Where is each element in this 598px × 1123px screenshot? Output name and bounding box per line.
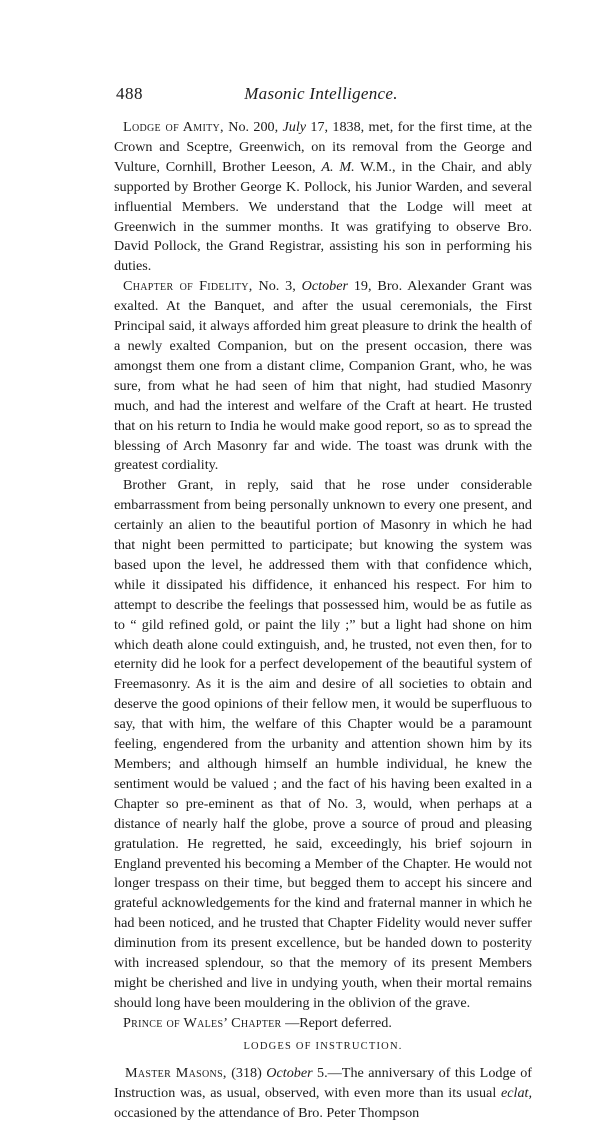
text-run: —Report deferred. xyxy=(281,1014,392,1031)
text-run: W.M., in the Chair, and ably supported by Brother George K. Pollock, his Junior Warden, and several influential Members. We understand that the Lodge will meet at Greenwich in the summer months. It was gratifying to observe Bro. David Pollock, the Grand Registrar, assisting his son in performing his duties. xyxy=(114,158,532,275)
paragraph-lodge-of-amity xyxy=(114,118,532,277)
small-caps-heading: Chapter of Fidelity, xyxy=(123,278,253,295)
paragraph-prince-of-wales-chapter xyxy=(114,1014,532,1034)
italic-text: October xyxy=(266,1064,313,1081)
paragraph-master-masons xyxy=(114,1064,532,1123)
paragraph-brother-grant-reply xyxy=(114,476,532,1013)
running-title: Masonic Intelligence. xyxy=(244,84,398,103)
italic-text: October xyxy=(301,278,348,295)
page-header xyxy=(116,84,526,108)
italic-text: A. M. xyxy=(321,158,355,175)
small-caps-heading: Lodge of Amity, xyxy=(123,119,224,135)
text-run: 19, Bro. Alexander Grant was exalted. At the Banquet, and after the usual ceremonials, the First Principal said, it always afforded him great pleasure to drink the health of a newly exalted Companion, but on the present occasion, there was amongst them one from a distant clime, Companion Grant, who, he was sure, from what he had seen of him that night, had studied Masonry much, and had the interest and welfare of the Craft at heart. He trusted that on his return to India he would make good report, so as to spread the blessing of Arch Masonry far and wide. The toast was drunk with the greatest cordiality. xyxy=(114,278,532,474)
section-heading: LODGES OF INSTRUCTION. xyxy=(243,1040,403,1052)
page-number: 488 xyxy=(116,84,143,103)
text-run: (318) xyxy=(226,1064,267,1081)
paragraph-chapter-of-fidelity xyxy=(114,277,532,476)
text-run: Brother Grant, in reply, said that he rose under considerable embarrassment from being personally unknown to every one present, and certainly an alien to the beautiful portion of Masonry in which he had that night been permitted to participate; but knowing the system was based upon the level, he addressed them with that confidence which, while it dissipated his diffidence, it enhanced his respect. For him to attempt to describe the feelings that possessed him, would be as futile as to “ gild refined gold, or paint the lily ;” but a light had shone on him which death alone could extinguish, and, he trusted, not even then, for to eternity did he look for a perfect developement of the beautiful system of Freemasonry. As it is the aim and desire of all societies to obtain and deserve the good opinions of their fellow men, it would be superfluous to say, that with him, the welfare of this Chapter would be a paramount feeling, engendered from the urbanity and attention shown him by its Members; and although himself an humble individual, he knew the sentiment would be valued ; and the fact of his having been exalted in a Chapter so pre-eminent as that of No. 3, would, when perhaps at a distance of nearly half the globe, prove a source of proud and pleasing gratulation. He regretted, he said, exceedingly, his brief sojourn in England prevented his becoming a Member of the Chapter. He would not longer trespass on their time, but begged them to accept his sincere and grateful acknowledgements for the kind and fraternal manner in which he had been noticed, and he trusted that Chapter Fidelity would never suffer diminution from its present excellence, but be handed down to posterity with increased splendour, so that the memory of its present Members might be cherished and live in undying youth, when their mortal remains should long have been mouldering in the oblivion of the grave. xyxy=(114,477,532,1011)
text-run: No. 3, xyxy=(252,278,302,295)
italic-text: eclat, xyxy=(500,1084,532,1101)
text-run: 17, 1838, met, for the first time, at the Crown and Sceptre, Greenwich, on its removal from the George and Vulture, Cornhill, Brother Leeson, xyxy=(114,119,532,175)
italic-text: July xyxy=(282,119,307,135)
text-run: 5.—The anniversary of this Lodge of Instruction was, as usual, observed, with even more than its usual xyxy=(114,1064,533,1101)
text-run: occasioned by the attendance of Bro. Peter Thompson xyxy=(114,1104,420,1121)
small-caps-heading: Master Masons, xyxy=(125,1064,227,1081)
text-run: No. 200, xyxy=(223,119,283,135)
small-caps-heading: Prince of Wales’ Chapter xyxy=(123,1014,282,1031)
page-body xyxy=(114,118,532,1123)
